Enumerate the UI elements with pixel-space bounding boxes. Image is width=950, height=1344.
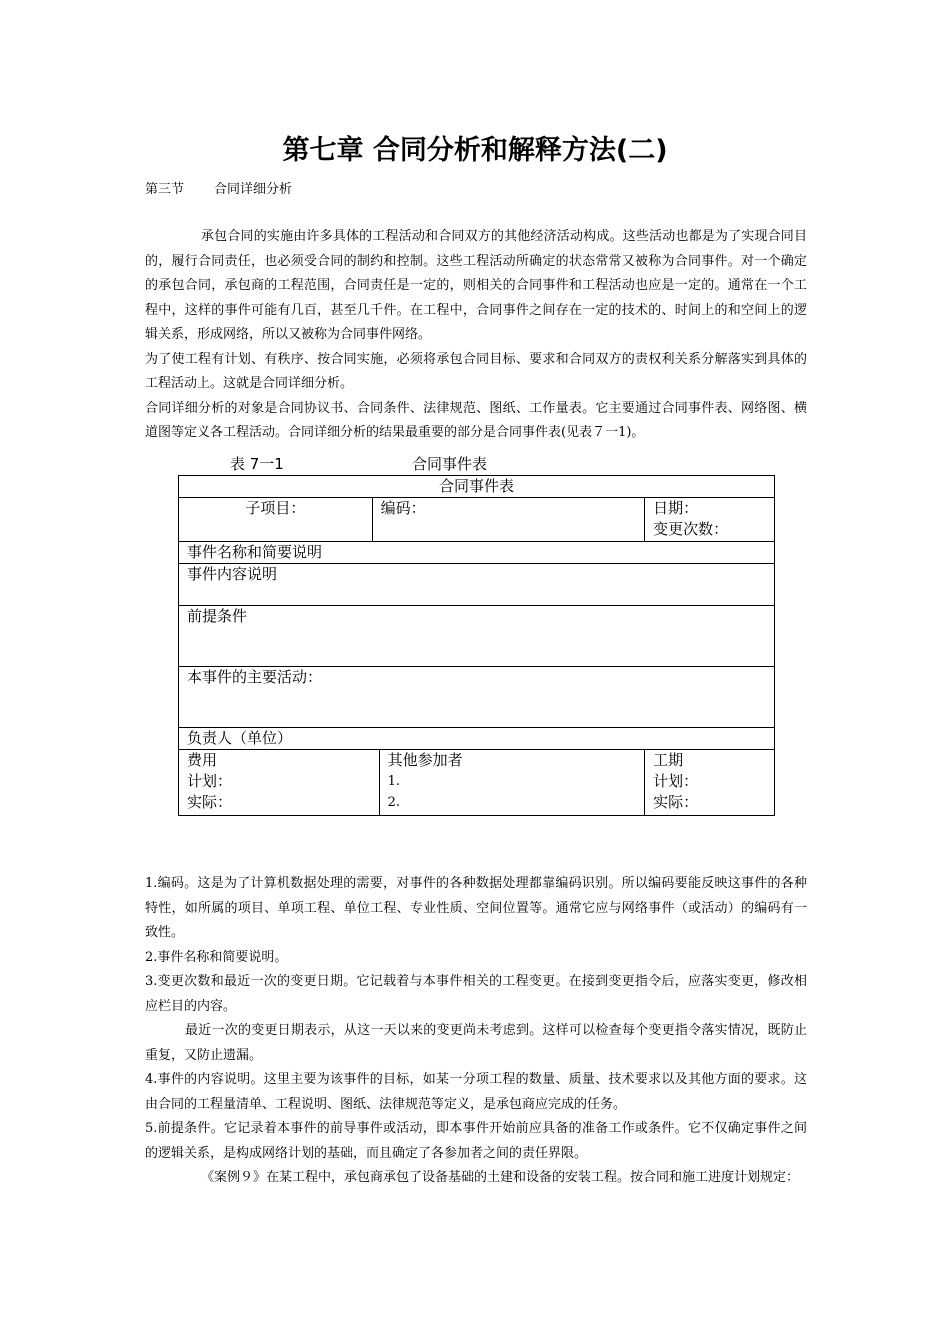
cost-plan: 计划： (187, 772, 233, 790)
other-participants-cell (379, 750, 645, 816)
date-cell (645, 498, 775, 542)
change-count-label: 变更次数： (653, 520, 729, 538)
other-participant-2: 2. (387, 795, 401, 810)
table-header: 合同事件表 (179, 476, 775, 498)
table-caption (230, 453, 488, 474)
table-number: 表 7一1 (230, 455, 284, 473)
case-nine: 《案例９》在某工程中，承包商承包了设备基础的土建和设备的安装工程。按合同和施工进度计划规定： (201, 1170, 800, 1185)
page-title: 第七章 合同分析和解释方法(二) (282, 135, 668, 166)
table-caption-title: 合同事件表 (412, 455, 488, 473)
other-participant-1: 1. (387, 774, 401, 789)
note-encoding: 1.编码。这是为了计算机数据处理的需要，对事件的各种数据处理都靠编码识别。所以编码要能反映这事件的各种特性，如所属的项目、单项工程、单位工程、专业性质、空间位置等。通常它应与网络事件（或活动）的编码有一致性。 (145, 876, 807, 940)
notes-text (145, 872, 807, 1191)
intro-paragraph-3: 合同详细分析的对象是合同协议书、合同条件、法律规范、图纸、工作量表。它主要通过合同事件表、网络图、横道图等定义各工程活动。合同详细分析的结果最重要的部分是合同事件表(见表７一1)。 (145, 400, 807, 440)
date-label: 日期： (653, 499, 699, 517)
duration-actual: 实际： (653, 793, 699, 811)
precondition-cell: 前提条件 (179, 606, 775, 667)
intro-paragraph-1: 承包合同的实施由许多具体的工程活动和合同双方的其他经济活动构成。这些活动也都是为了实现合同目的，履行合同责任，也必须受合同的制约和控制。这些工程活动所确定的状态常常又被称为合同事件。对一个确定的承包合同，承包商的工程范围，合同责任是一定的，则相关的合同事件和工程活动也应是一定的。通常在一个工程中，这样的事件可能有几百，甚至几千件。在工程中，合同事件之间存在一定的技术的、时间上的和空间上的逻辑关系，形成网络，所以又被称为合同事件网络。 (145, 229, 807, 342)
sub-item-cell: 子项目： (179, 498, 373, 542)
contract-event-table (178, 475, 775, 816)
cost-actual: 实际： (187, 793, 233, 811)
cost-label: 费用 (187, 751, 218, 769)
cost-cell (179, 750, 380, 816)
section-name: 合同详细分析 (214, 182, 293, 197)
note-content: 4.事件的内容说明。这里主要为该事件的目标，如某一分项工程的数量、质量、技术要求以及其他方面的要求。这由合同的工程量清单、工程说明、图纸、法律规范等定义，是承包商应完成的任务。 (145, 1072, 807, 1112)
code-cell: 编码： (372, 498, 645, 542)
duration-label: 工期 (653, 751, 684, 769)
intro-text (145, 225, 807, 446)
duration-cell (645, 750, 775, 816)
note-precondition: 5.前提条件。它记录着本事件的前导事件或活动，即本事件开始前应具备的准备工作或条件。它不仅确定事件之间的逻辑关系，是构成网络计划的基础，而且确定了各参加者之间的责任界限。 (145, 1121, 807, 1161)
intro-paragraph-2: 为了使工程有计划、有秩序、按合同实施，必须将承包合同目标、要求和合同双方的责权利关系分解落实到具体的工程活动上。这就是合同详细分析。 (145, 351, 807, 391)
responsible-cell: 负责人（单位） (179, 728, 775, 750)
duration-plan: 计划： (653, 772, 699, 790)
note-event-name: 2.事件名称和简要说明。 (145, 949, 288, 965)
note-change-count: 3.变更次数和最近一次的变更日期。它记载着与本事件相关的工程变更。在接到变更指令后，应落实变更，修改相应栏目的内容。 (145, 974, 807, 1014)
event-name-cell: 事件名称和简要说明 (179, 542, 775, 564)
section-heading (145, 178, 292, 197)
note-change-date: 最近一次的变更日期表示，从这一天以来的变更尚未考虑到。这样可以检查每个变更指令落实情况，既防止重复，又防止遗漏。 (145, 1023, 807, 1063)
event-content-cell: 事件内容说明 (179, 564, 775, 606)
other-participants-label: 其他参加者 (387, 751, 463, 769)
section-number: 第三节 (145, 182, 185, 197)
main-activity-cell: 本事件的主要活动： (179, 667, 775, 728)
